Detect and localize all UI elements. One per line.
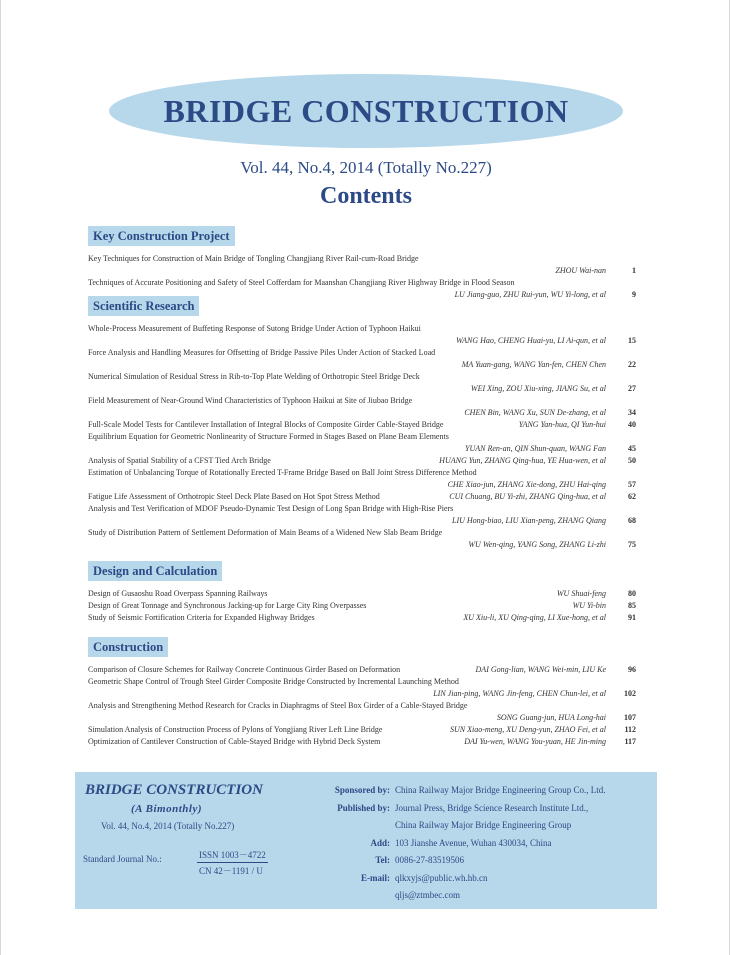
article-authors: SONG Guang-jun, HUA Long-hai <box>496 713 606 722</box>
tel-label: Tel: <box>375 855 390 865</box>
article-authors: DAI Gong-lian, WANG Wei-min, LIU Ke <box>475 665 606 674</box>
section-construction <box>88 637 636 748</box>
article-title: Study of Seismic Fortification Criteria for Expanded Highway Bridges <box>88 613 315 622</box>
article-authors: LIU Hong-biao, LIU Xian-peng, ZHANG Qiang <box>452 516 606 525</box>
article-title: Comparison of Closure Schemes for Railway Concrete Continuous Girder Based on Deformation <box>88 665 401 674</box>
toc-entry[interactable] <box>88 467 636 491</box>
page-number: 27 <box>628 384 636 393</box>
sponsored-label: Sponsored by: <box>334 785 390 795</box>
article-authors: LU Jiang-guo, ZHU Rui-yun, WU Yi-long, et al <box>454 290 606 299</box>
page-number: 107 <box>624 713 636 722</box>
article-title: Estimation of Unbalancing Torque of Rotationally Erected T-Frame Bridge Based on Ball Joint Stress Difference Method <box>88 468 477 477</box>
journal-title: BRIDGE CONSTRUCTION <box>163 92 569 129</box>
published-label: Published by: <box>337 802 390 813</box>
section-scientific-research <box>88 296 636 551</box>
toc-entry[interactable] <box>88 700 636 724</box>
page-number: 15 <box>628 336 636 345</box>
cn-number: CN 42－1191 / U <box>199 866 263 876</box>
article-authors: YUAN Ren-an, QIN Shun-quan, WANG Fan <box>465 444 606 453</box>
page-number: 1 <box>632 266 636 275</box>
article-authors: WANG Hao, CHENG Huai-yu, LI Ai-qun, et al <box>456 336 606 345</box>
article-title: Analysis and Test Verification of MDOF Pseudo-Dynamic Test Design of Long Span Bridge with High-Rise Piers <box>88 504 454 513</box>
article-authors: LIN Jian-ping, WANG Jin-feng, CHEN Chun-lei, et al <box>433 689 606 698</box>
toc-entry[interactable] <box>88 503 636 527</box>
article-title: Field Measurement of Near-Ground Wind Characteristics of Typhoon Haikui at Site of Jiubao Bridge <box>88 396 413 405</box>
article-title: Techniques of Accurate Positioning and Safety of Steel Cofferdam for Maanshan Changjiang River Highway Bridge in Flood Season <box>88 278 515 287</box>
page-number: 45 <box>628 444 636 453</box>
address-label: Add: <box>370 837 390 848</box>
page-number: 57 <box>628 480 636 489</box>
address-value: 103 Jianshe Avenue, Wuhan 430034, China <box>395 837 552 848</box>
page-number: 80 <box>628 589 636 598</box>
article-title: Study of Distribution Pattern of Settlement Deformation of Main Beams of a Widened New Slab Beam Bridge <box>88 528 443 537</box>
title-banner <box>109 74 623 148</box>
toc-entry[interactable] <box>88 491 636 503</box>
issn-number: ISSN 1003－4722 <box>197 848 268 863</box>
tel-value: 0086-27-83519506 <box>395 855 464 865</box>
article-authors: WU Yi-bin <box>572 601 606 610</box>
article-title: Key Techniques for Construction of Main Bridge of Tongling Changjiang River Rail-cum-Road Bridge <box>88 254 419 263</box>
article-authors: SUN Xiao-meng, XU Deng-yun, ZHAO Fei, et al <box>450 725 606 734</box>
article-authors: CHEN Bin, WANG Xu, SUN De-zhang, et al <box>464 408 606 417</box>
article-authors: ZHOU Wai-nan <box>555 266 606 275</box>
article-title: Equilibrium Equation for Geometric Nonlinearity of Structure Formed in Stages Based on Plane Beam Elements <box>88 432 449 441</box>
section-heading: Design and Calculation <box>88 561 222 581</box>
toc-entry[interactable] <box>88 419 636 431</box>
page-number: 102 <box>624 689 636 698</box>
contents-heading: Contents <box>319 183 412 209</box>
toc-entry[interactable] <box>88 527 636 551</box>
toc-entry[interactable] <box>88 588 636 600</box>
sponsor-value: China Railway Major Bridge Engineering Group Co., Ltd. <box>395 785 606 795</box>
article-title: Whole-Process Measurement of Buffeting Response of Sutong Bridge Under Action of Typhoon Haikui <box>88 324 421 333</box>
article-authors: WEI Xing, ZOU Xiu-xing, JIANG Su, et al <box>470 384 606 393</box>
article-title: Optimization of Cantilever Construction of Cable-Stayed Bridge with Hybrid Deck System <box>88 737 381 746</box>
page-number: 62 <box>628 492 636 501</box>
toc-entry[interactable] <box>88 323 636 347</box>
article-title: Numerical Simulation of Residual Stress in Rib-to-Top Plate Welding of Orthotropic Steel Bridge Deck <box>88 372 420 381</box>
publisher-value-1: Journal Press, Bridge Science Research Institute Ltd., <box>395 802 589 813</box>
article-authors: WU Shuai-feng <box>556 589 606 598</box>
page-number: 50 <box>628 456 636 465</box>
section-heading: Scientific Research <box>88 296 199 316</box>
page-number: 117 <box>624 737 636 746</box>
page-number: 112 <box>624 725 636 734</box>
footer-subtitle: (A Bimonthly) <box>131 803 202 815</box>
article-title: Force Analysis and Handling Measures for Offsetting of Bridge Passive Piles Under Action of Stacked Load <box>88 348 436 357</box>
article-title: Full-Scale Model Tests for Cantilever Installation of Integral Blocks of Composite Girder Cable-Stayed Bridge <box>88 420 444 429</box>
article-title: Design of Great Tonnage and Synchronous Jacking-up for Large City Ring Overpasses <box>88 601 367 610</box>
article-title: Fatigue Life Assessment of Orthotropic Steel Deck Plate Based on Hot Spot Stress Method <box>88 492 380 501</box>
toc-entry[interactable] <box>88 253 636 277</box>
page-number: 91 <box>628 613 636 622</box>
article-authors: MA Yuan-gang, WANG Yan-fen, CHEN Chen <box>461 360 606 369</box>
toc-entry[interactable] <box>88 371 636 395</box>
publisher-value-2: China Railway Major Bridge Engineering Group <box>395 820 572 830</box>
page-number: 85 <box>628 601 636 610</box>
toc-entry[interactable] <box>88 431 636 455</box>
section-heading: Key Construction Project <box>88 226 235 246</box>
article-authors: YANG Yan-hua, QI Yun-hui <box>518 420 606 429</box>
article-authors: WU Wen-qing, YANG Song, ZHANG Li-zhi <box>468 540 606 549</box>
toc-entry[interactable] <box>88 736 636 748</box>
article-authors: XU Xiu-li, XU Qing-qing, LI Xue-hong, et al <box>463 613 606 622</box>
toc-entry[interactable] <box>88 455 636 467</box>
page-number: 34 <box>628 408 636 417</box>
article-authors: DAI Yu-wen, WANG You-yuan, HE Jin-ming <box>464 737 606 746</box>
article-title: Simulation Analysis of Construction Process of Pylons of Yongjiang River Left Line Bridge <box>88 725 383 734</box>
article-title: Analysis of Spatial Stability of a CFST Tied Arch Bridge <box>88 456 271 465</box>
section-heading: Construction <box>88 637 168 657</box>
page-number: 22 <box>628 360 636 369</box>
toc-entry[interactable] <box>88 676 636 700</box>
toc-entry[interactable] <box>88 347 636 371</box>
publisher-details <box>311 782 651 905</box>
footer-journal-title: BRIDGE CONSTRUCTION <box>85 782 263 798</box>
article-title: Geometric Shape Control of Trough Steel Girder Composite Bridge Constructed by Incremental Launching Method <box>88 677 459 686</box>
toc-entry[interactable] <box>88 724 636 736</box>
section-key-construction-project <box>88 226 636 301</box>
volume-line: Vol. 44, No.4, 2014 (Totally No.227) <box>240 158 492 177</box>
email-value-1: qlkxyjs@public.wh.hb.cn <box>395 872 488 883</box>
article-title: Analysis and Strengthening Method Research for Cracks in Diaphragms of Steel Box Girder of a Cable-Stayed Bridge <box>88 701 468 710</box>
page-number: 96 <box>628 665 636 674</box>
toc-entry[interactable] <box>88 395 636 419</box>
email-label: E-mail: <box>361 872 390 883</box>
standard-journal-label: Standard Journal No.: <box>83 854 162 864</box>
toc-entry[interactable] <box>88 600 636 612</box>
toc-entry[interactable] <box>88 664 636 676</box>
article-authors: HUANG Yun, ZHANG Qing-hua, YE Hua-wen, et al <box>439 456 606 465</box>
journal-info-box <box>75 772 657 909</box>
toc-entry[interactable] <box>88 612 636 624</box>
article-authors: CHE Xiao-jun, ZHANG Xie-dong, ZHU Hai-qing <box>447 480 606 489</box>
footer-volume: Vol. 44, No.4, 2014 (Totally No.227) <box>101 821 235 831</box>
article-title: Design of Gusaoshu Road Overpass Spanning Railways <box>88 589 268 598</box>
section-design-and-calculation <box>88 561 636 624</box>
page-number: 40 <box>628 420 636 429</box>
page-number: 75 <box>628 540 636 549</box>
email-value-2: qljs@ztmbec.com <box>395 890 461 900</box>
page-number: 68 <box>628 516 636 525</box>
article-authors: CUI Chuang, BU Yi-zhi, ZHANG Qing-hua, et al <box>449 492 606 501</box>
page-number: 9 <box>632 290 636 299</box>
